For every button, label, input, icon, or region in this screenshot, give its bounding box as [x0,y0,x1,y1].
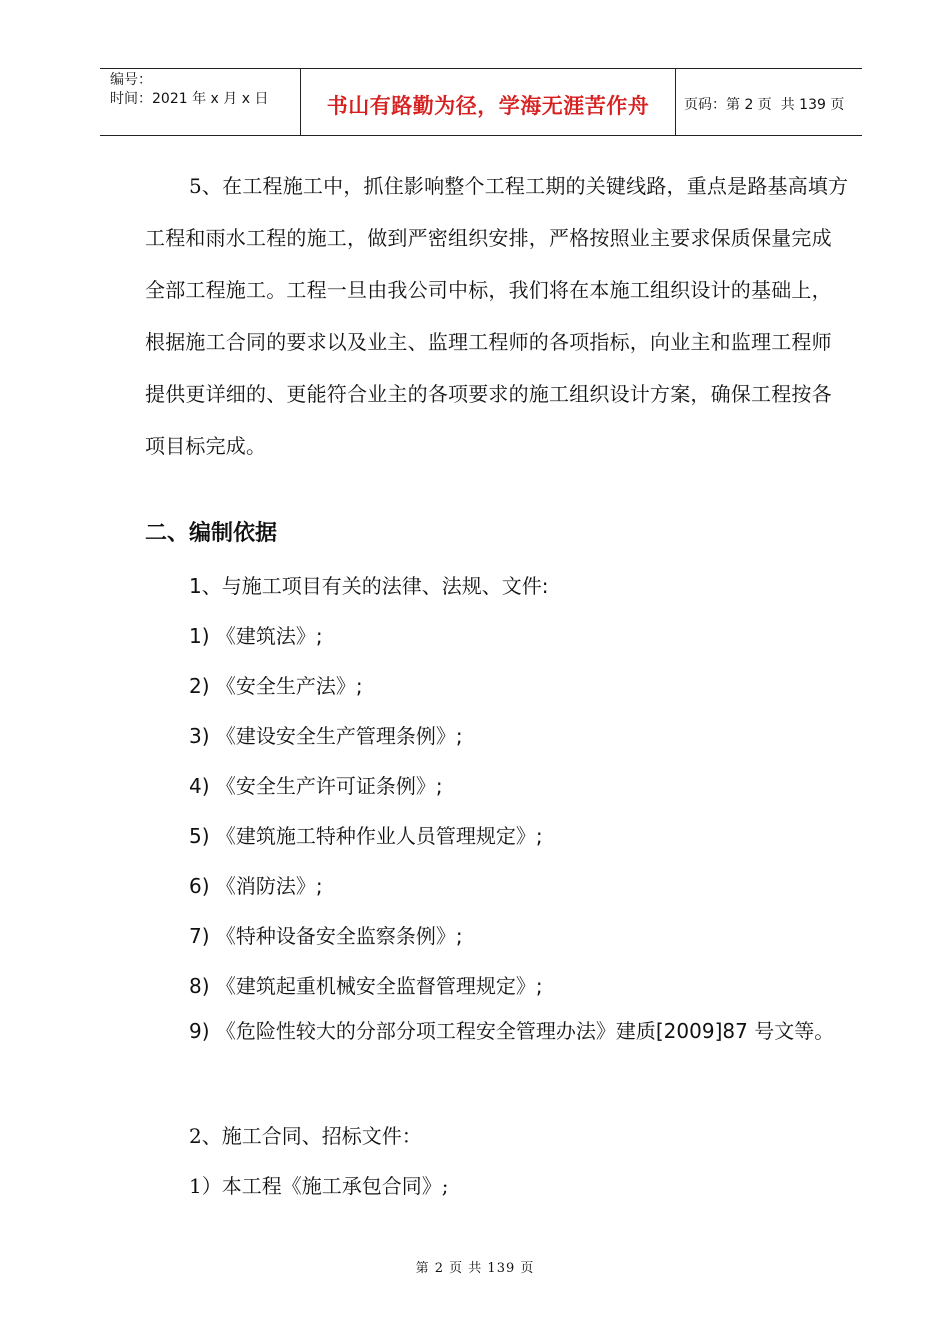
item-1: 1、与施工项目有关的法律、法规、文件: [189,574,549,598]
law-item-2: 2) 《安全生产法》; [189,674,363,698]
header-meta [100,69,301,135]
item-2: 2、施工合同、招标文件： [189,1124,422,1148]
header-page-code-cell [676,69,862,135]
law-item-9: 9) 《危险性较大的分部分项工程安全管理办法》建质[2009]87 号文等。 [189,1019,835,1043]
section-heading: 二、编制依据 [145,521,278,546]
page-footer: 第 2 页 共 139 页 [415,1261,535,1276]
law-item-6: 6) 《消防法》; [189,874,323,898]
paragraph-5: 5、在工程施工中，抓住影响整个工程工期的关键线路，重点是路基高填方工程和雨水工程的施工，做到严密组织安排，严格按照业主要求保质保量完成全部工程施工。工程一旦由我公司中标，我们将在本施工组织设计的基础上，根据施工合同的要求以及业主、监理工程师的各项指标，向业主和监理工程师提供更详细的、更能符合业主的各项要求的施工组织设计方案，确保工程按各项目标完成。 [145,174,849,458]
law-item-1: 1) 《建筑法》; [189,624,323,648]
header-time: 时间：2021 年 x 月 x 日 [110,91,269,107]
header-slogan-cell [301,69,676,135]
header-slogan: 书山有路勤为径，学海无涯苦作舟 [326,94,650,118]
law-item-5: 5) 《建筑施工特种作业人员管理规定》; [189,824,543,848]
law-item-3: 3) 《建设安全生产管理条例》; [189,724,463,748]
law-item-8: 8) 《建筑起重机械安全监督管理规定》; [189,974,543,998]
page-header [100,68,862,136]
document-body [145,160,850,1198]
contract-item-1: 1）本工程《施工承包合同》; [189,1174,449,1198]
header-number: 编号： [110,72,152,88]
header-page-code: 页码：第 2 页 共 139 页 [684,97,845,113]
law-item-7: 7) 《特种设备安全监察条例》; [189,924,463,948]
law-item-4: 4) 《安全生产许可证条例》; [189,774,443,798]
